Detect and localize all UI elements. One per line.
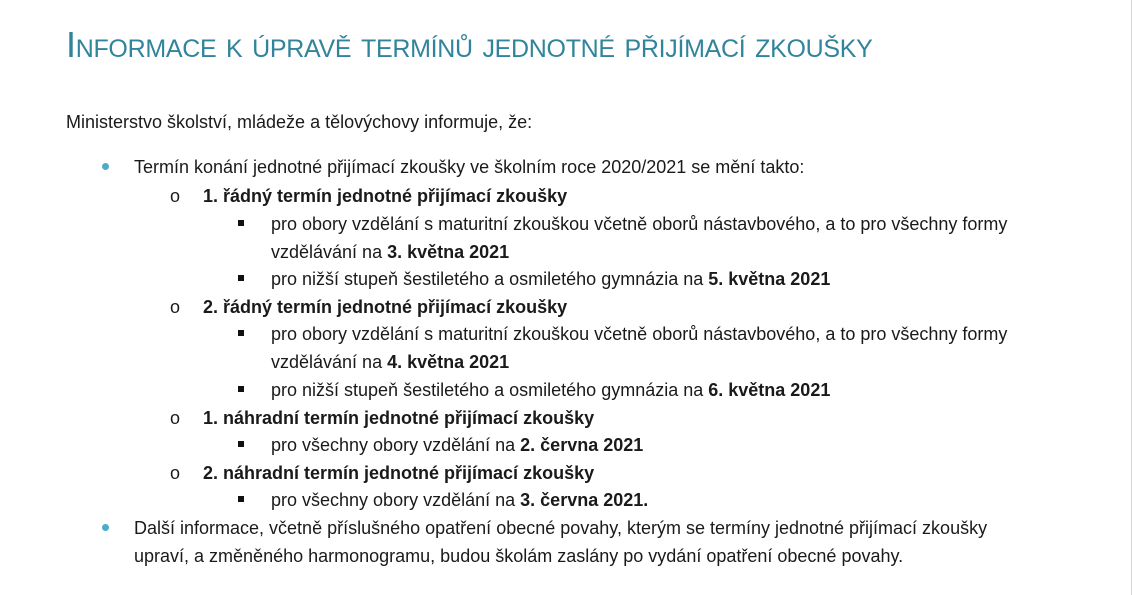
- term-heading: 2. řádný termín jednotné přijímací zkoušky: [203, 297, 568, 317]
- circle-bullet-icon: o: [170, 186, 181, 206]
- square-bullet-icon: [238, 275, 244, 281]
- bullet-dot-icon: [102, 163, 109, 170]
- list-item-continuation: vzdělávání na 3. května 2021: [271, 242, 510, 262]
- term-heading: 1. řádný termín jednotné přijímací zkoušky: [203, 186, 568, 206]
- bullet-dot-icon: [102, 524, 109, 531]
- square-bullet-icon: [238, 441, 244, 447]
- bullet-text-continuation: upraví, a změněného harmonogramu, budou školám zaslány po vydání opatření obecné povahy.: [134, 546, 904, 566]
- list-item: pro nižší stupeň šestiletého a osmiletého gymnázia na 6. května 2021: [271, 380, 831, 400]
- list-item: pro všechny obory vzdělání na 3. června 2021.: [271, 490, 649, 510]
- date: 3. června 2021.: [520, 490, 649, 510]
- list-item: pro obory vzdělání s maturitní zkouškou včetně oborů nástavbového, a to pro všechny formy: [271, 324, 1008, 344]
- date: 4. května 2021: [387, 352, 510, 372]
- list-item: pro všechny obory vzdělání na 2. června 2021: [271, 435, 644, 455]
- bullet-text: Další informace, včetně příslušného opatření obecné povahy, kterým se termíny jednotné přijímací zkoušky: [134, 518, 988, 538]
- intro-text: Ministerstvo školství, mládeže a tělovýchovy informuje, že:: [66, 112, 533, 132]
- list-item-continuation: vzdělávání na 4. května 2021: [271, 352, 510, 372]
- bullet-text: Termín konání jednotné přijímací zkoušky ve školním roce 2020/2021 se mění takto:: [134, 157, 805, 177]
- page-title: Informace k úpravě termínů jednotné přijímací zkoušky: [66, 24, 873, 65]
- square-bullet-icon: [238, 496, 244, 502]
- term-heading: 2. náhradní termín jednotné přijímací zkoušky: [203, 463, 595, 483]
- circle-bullet-icon: o: [170, 297, 181, 317]
- square-bullet-icon: [238, 220, 244, 226]
- square-bullet-icon: [238, 330, 244, 336]
- date: 5. května 2021: [708, 269, 831, 289]
- circle-bullet-icon: o: [170, 463, 181, 483]
- circle-bullet-icon: o: [170, 408, 181, 428]
- date: 3. května 2021: [387, 242, 510, 262]
- date: 6. května 2021: [708, 380, 831, 400]
- date: 2. června 2021: [520, 435, 644, 455]
- term-heading: 1. náhradní termín jednotné přijímací zkoušky: [203, 408, 595, 428]
- list-item: pro obory vzdělání s maturitní zkouškou včetně oborů nástavbového, a to pro všechny formy: [271, 214, 1008, 234]
- list-item: pro nižší stupeň šestiletého a osmiletého gymnázia na 5. května 2021: [271, 269, 831, 289]
- square-bullet-icon: [238, 386, 244, 392]
